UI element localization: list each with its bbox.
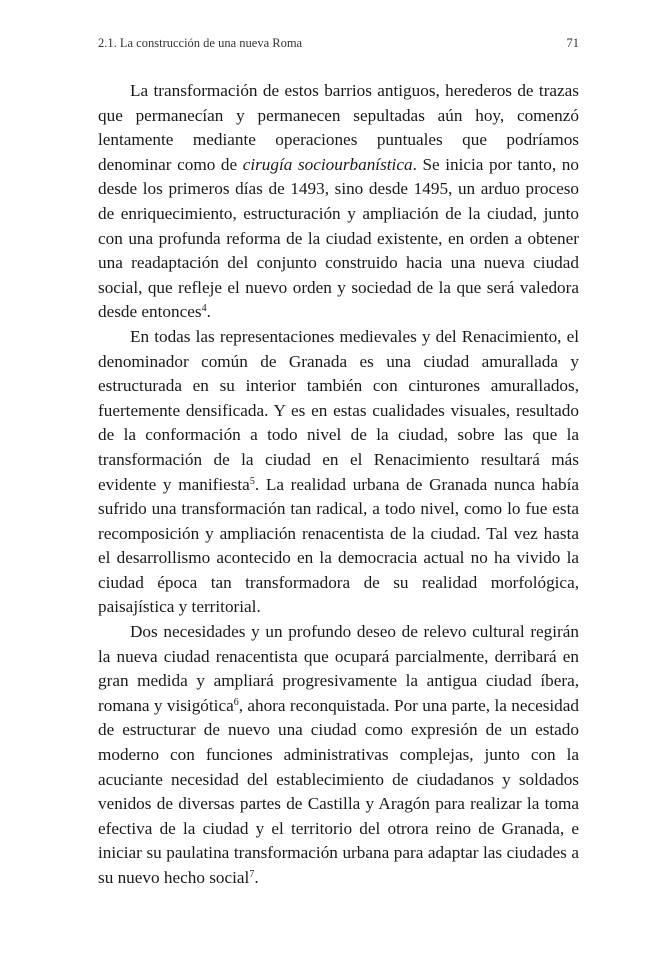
paragraph-3 <box>98 620 579 891</box>
footnote-marker-6[interactable]: 6 <box>233 696 239 708</box>
book-page <box>98 0 579 974</box>
paragraph-1-text-a: La transformación de estos barrios antiguos, herederos de trazas que permanecían y permanecen sepultadas aún hoy, comenzó lentamente mediante operaciones puntuales que podríamos denominar como de <box>98 81 579 174</box>
paragraph-1-text-c: . <box>206 302 211 322</box>
italic-term: cirugía sociourbanística <box>242 154 413 174</box>
paragraph-3-text-c: . <box>254 868 259 887</box>
footnote-marker-7[interactable]: 7 <box>249 869 255 880</box>
paragraph-2-text-a: En todas las representaciones medievales y del Renacimiento, el denominador común de Granada es una ciudad amurallada y estructurada en su interior también con cinturones amurallados, fuertemente densificada. Y es en estas cualidades visuales, resultado de la conformación a todo nivel de la ciudad, sobre las que la transformación de la ciudad en el Renacimiento resultará más evidente y manifiesta <box>98 326 579 494</box>
footnote-marker-4[interactable]: 4 <box>201 303 207 315</box>
body-text <box>98 79 579 891</box>
paragraph-1-text-b: . Se inicia por tanto, no desde los primeros días de 1493, sino desde 1495, un arduo proceso de enriquecimiento, estructuración y ampliación de la ciudad, junto con una profunda reforma de la ciudad existente, en orden a obtener una readaptación del conjunto construido hacia una nueva ciudad social, que refleje el nuevo orden y sociedad de la que será valedora desde entonces <box>98 154 579 322</box>
footnote-marker-5[interactable]: 5 <box>249 475 255 487</box>
page-number: 71 <box>566 36 579 50</box>
paragraph-2 <box>98 325 579 620</box>
section-title: 2.1. La construcción de una nueva Roma <box>98 36 303 50</box>
paragraph-3-text-b: , ahora reconquistada. Por una parte, la necesidad de estructurar de nuevo una ciudad como expresión de un estado moderno con funciones administrativas complejas, junto con la acuciante necesidad del establecimiento de ciudadanos y soldados venidos de diversas partes de Castilla y Aragón para realizar la toma efectiva de la ciudad y el territorio del otrora reino de Granada, e iniciar su paulatina transformación urbana para adaptar las ciudades a su nuevo hecho social <box>98 695 579 887</box>
paragraph-1 <box>98 79 579 325</box>
paragraph-2-text-b: . La realidad urbana de Granada nunca había sufrido una transformación tan radical, a todo nivel, como lo fue esta recomposición y ampliación renacentista de la ciudad. Tal vez hasta el desarrollismo acontecido en la democracia actual no ha vivido la ciudad época tan transformadora de su realidad morfológica, paisajística y territorial. <box>98 474 579 617</box>
paragraph-3-text-a: Dos necesidades y un profundo deseo de relevo cultural regirán la nueva ciudad renacentista que ocupará parcialmente, derribará en gran medida y ampliará progresivamente la antigua ciudad íbera, romana y visigótica <box>98 622 579 715</box>
